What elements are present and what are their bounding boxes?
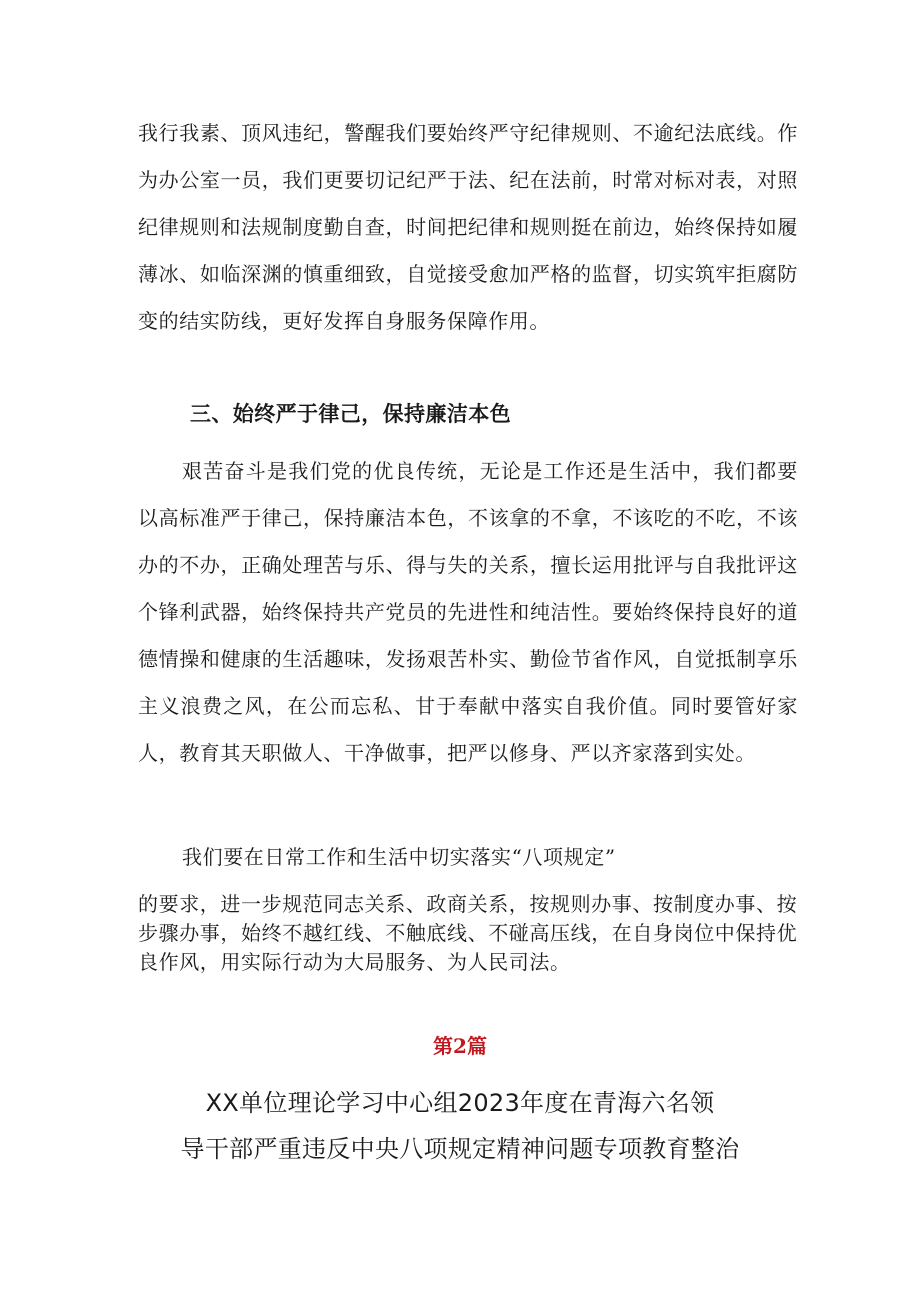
- body-paragraph: 我行我素、顶风违纪，警醒我们要始终严守纪律规则、不逾纪法底线。作为办公室一员，我们更要切记纪严于法、纪在法前，时常对标对表，对照纪律规则和法规制度勤自查，时间把纪律和规则挺在前边，始终保持如履薄冰、如临深渊的慎重细致，自觉接受愈加严格的监督，切实筑牢拒腐防变的结实防线，更好发挥自身服务保障作用。: [138, 121, 798, 333]
- title-line: XX单位理论学习中心组2023年度在青海六名领: [205, 1089, 715, 1117]
- part-label: 第2篇: [433, 1034, 487, 1058]
- document-title: [0, 1080, 920, 1172]
- body-paragraph: 我们要在日常工作和生活中切实落实“八项规定”: [182, 845, 616, 869]
- body-paragraph: 艰苦奋斗是我们党的优良传统，无论是工作还是生活中，我们都要以高标准严于律己，保持廉洁本色，不该拿的不拿，不该吃的不吃，不该办的不办，正确处理苦与乐、得与失的关系，擅长运用批评与自我批评这个锋利武器，始终保持共产党员的先进性和纯洁性。要始终保持良好的道德情操和健康的生活趣味，发扬艰苦朴实、勤俭节省作风，自觉抵制享乐主义浪费之风，在公而忘私、甘于奉献中落实自我价值。同时要管好家人，教育其天职做人、干净做事，把严以修身、严以齐家落到实处。: [138, 459, 798, 765]
- title-line: 导干部严重违反中央八项规定精神问题专项教育整治: [180, 1135, 740, 1163]
- section-heading: 三、始终严于律己，保持廉洁本色: [190, 402, 511, 426]
- body-paragraph: 的要求，进一步规范同志关系、政商关系，按规则办事、按制度办事、按步骤办事，始终不越红线、不触底线、不碰高压线，在自身岗位中保持优良作风，用实际行动为大局服务、为人民司法。: [138, 892, 798, 974]
